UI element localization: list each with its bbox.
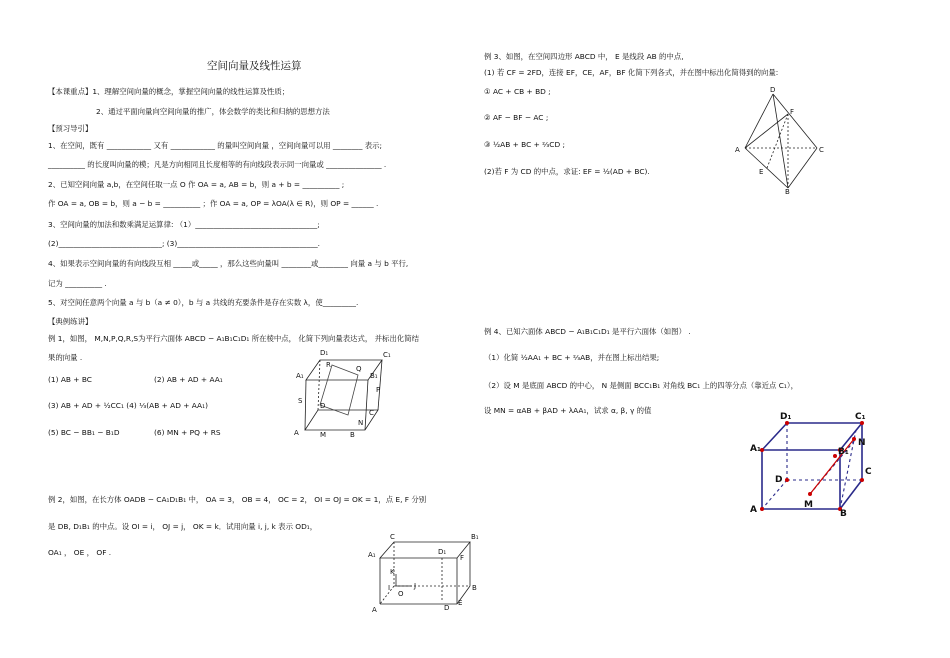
fig2-label-o: O <box>398 590 404 598</box>
fig3-label-a: A <box>735 146 740 154</box>
ex4-line2: （1）化简 ½AA₁ + BC + ⅔AB，并在图上标出结果; <box>484 353 660 362</box>
fig2-label-a1: A₁ <box>368 551 376 559</box>
fig1-label-s: S <box>298 397 303 405</box>
fig2-label-i: I <box>388 584 391 592</box>
key-section: 【本课重点】1、理解空间向量的概念，掌握空间向量的线性运算及性质； <box>48 87 290 96</box>
fig4-label-a: A <box>750 505 757 515</box>
ex4-line3: （2）设 M 是底面 ABCD 的中心， N 是侧面 BCC₁B₁ 对角线 BC₁ 上的四等分点（靠近点 C₁）， <box>484 381 798 390</box>
fig1-label-r: R <box>326 361 331 369</box>
fig2-label-d1: D₁ <box>438 548 447 556</box>
fig1-label-d: D <box>320 402 326 410</box>
fig1-label-m: M <box>320 431 327 439</box>
q4-line1: 4、如果表示空间向量的有向线段互相 _____或_____ ，那么这些向量叫 ________或________ 向量 a 与 b 平行, <box>48 259 409 268</box>
ex3-line3: (2)若 F 为 CD 的中点，求证: EF = ½(AD + BC). <box>484 167 650 176</box>
page-title: 空间向量及线性运算 <box>207 60 302 72</box>
ex1-item-2: (2) AB + AD + AA₁ <box>154 375 223 384</box>
ex3-item-1: ① AC + CB + BD ; <box>484 87 551 96</box>
ex2-line2: 是 DB, D₁B₁ 的中点。设 OI = i， OJ = j， OK = k．试用向量 i, j, k 表示 OD₁， <box>48 522 318 531</box>
fig1-label-b: B <box>350 431 355 439</box>
fig1-label-b1: B₁ <box>370 372 378 380</box>
q4-line2: 记为 __________ . <box>48 279 107 288</box>
fig4-label-b: B <box>840 509 847 519</box>
ex4-line4: 设 MN = αAB + βAD + λAA₁，试求 α, β, γ 的值 <box>484 406 652 415</box>
fig2-label-a: A <box>372 606 377 614</box>
fig2-label-e: E <box>458 599 463 607</box>
ex3-item-2: ② AF − BF − AC ; <box>484 113 549 122</box>
q1-line1: 1、在空间，既有 ____________ 又有 ____________ 的量叫空间向量 ，空间向量可以用 ________ 表示; <box>48 141 383 150</box>
q1-line2: __________ 的长度叫向量的模；凡是方向相同且长度相等的有向线段表示同一向量或 _______________ . <box>48 160 387 169</box>
fig2-label-k: K <box>390 568 395 576</box>
ex3-item-3: ③ ½AB + BC + ⅔CD ; <box>484 140 566 149</box>
fig2-label-f: F <box>460 554 465 562</box>
fig3-label-c: C <box>819 146 824 154</box>
fig1-label-n: N <box>358 419 364 427</box>
fig4-label-d1: D₁ <box>780 412 792 422</box>
fig4-label-m: M <box>804 500 813 510</box>
fig4-label-c1: C₁ <box>855 412 866 422</box>
fig3-label-e: E <box>759 168 764 176</box>
ex3-line2: (1) 若 CF = 2FD，连接 EF，CE，AF，BF 化简下列各式，并在图中标出化简得到的向量: <box>484 68 779 77</box>
fig4-label-c: C <box>865 467 872 477</box>
examples-heading: 【典例练讲】 <box>48 317 93 326</box>
fig4-label-d: D <box>775 475 783 485</box>
fig1-label-a: A <box>294 429 299 437</box>
figure-1-parallelepiped <box>290 345 400 445</box>
q2-line1: 2、已知空间向量 a,b，在空间任取一点 O 作 OA = a, AB = b，则 a + b = __________ ; <box>48 180 345 189</box>
ex1-line2: 果的向量 . <box>48 353 83 362</box>
ex3-line1: 例 3、如图，在空间四边形 ABCD 中， E 是线段 AB 的中点, <box>484 52 684 61</box>
fig2-label-d: D <box>444 604 450 612</box>
ex2-line3: OA₁ ， OE ， OF . <box>48 548 112 557</box>
ex1-item-1: (1) AB + BC <box>48 375 92 384</box>
preview-heading: 【预习导引】 <box>48 124 93 133</box>
fig2-label-j: J <box>414 582 417 590</box>
figure-4-parallelepiped <box>750 408 890 520</box>
fig1-label-c: C <box>369 409 374 417</box>
q3-line1: 3、空间向量的加法和数乘满足运算律: （1）_________________________________; <box>48 220 320 229</box>
ex4-line1: 例 4、已知六面体 ABCD − A₁B₁C₁D₁ 是平行六面体（如图） . <box>484 327 691 336</box>
fig4-label-a1: A₁ <box>750 444 761 454</box>
ex1-line1: 例 1，如图， M,N,P,Q,R,S为平行六面体 ABCD − A₁B₁C₁D₁ 所在棱中点， 化简下列向量表达式， 并标出化简结 <box>48 334 420 343</box>
fig2-label-b: B <box>472 584 477 592</box>
fig1-label-p: P <box>376 386 381 394</box>
q3-line2: (2)____________________________; (3)______________________________________. <box>48 239 321 248</box>
fig3-label-d: D <box>770 86 776 94</box>
fig2-label-b1: B₁ <box>471 533 479 541</box>
fig2-label-c: C <box>390 533 395 541</box>
ex1-item-6: (6) MN + PQ + RS <box>154 428 221 437</box>
fig3-label-b: B <box>785 188 790 196</box>
ex2-line1: 例 2，如图，在长方体 OADB − CA₁D₁B₁ 中， OA = 3， OB = 4， OC = 2， OI = OJ = OK = 1，点 E, F 分别 <box>48 495 427 504</box>
q5: 5、对空间任意两个向量 a 与 b（a ≠ 0），b 与 a 共线的充要条件是存在实数 λ，使_________. <box>48 298 359 307</box>
figure-3-tetrahedron <box>733 86 833 196</box>
fig1-label-c1: C₁ <box>383 351 391 359</box>
fig1-label-a1: A₁ <box>296 372 304 380</box>
fig3-label-f: F <box>790 108 795 116</box>
q2-line2: 作 OA = a, OB = b，则 a − b = __________ ；作 OA = a, OP = λOA(λ ∈ R)，则 OP = ______ . <box>48 199 379 208</box>
key-section-2: 2、通过平面向量向空间向量的推广，体会数学的类比和归纳的思想方法 <box>96 107 330 116</box>
ex1-item-5: (5) BC − BB₁ − B₁D <box>48 428 120 437</box>
fig1-label-d1: D₁ <box>320 349 329 357</box>
fig1-label-q: Q <box>356 365 362 373</box>
fig4-label-b1: B₁ <box>838 447 849 457</box>
fig4-label-n: N <box>858 438 866 448</box>
figure-2-cuboid <box>362 530 492 615</box>
ex1-item-3-4: (3) AB + AD + ½CC₁ (4) ⅓(AB + AD + AA₁) <box>48 401 208 410</box>
